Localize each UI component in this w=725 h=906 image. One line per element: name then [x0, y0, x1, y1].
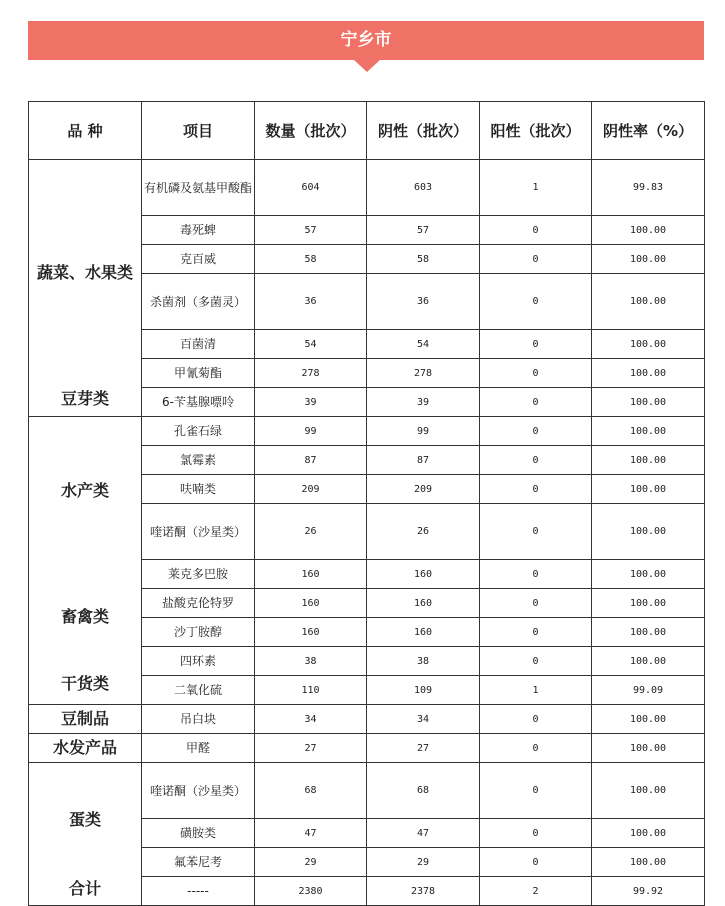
inspection-table	[28, 101, 705, 906]
qty-cell: 54	[255, 330, 367, 359]
neg-cell: 603	[367, 160, 480, 216]
rate-cell: 100.00	[592, 589, 705, 618]
item-cell: 孔雀石绿	[142, 417, 255, 446]
item-cell: 喹诺酮（沙星类）	[142, 763, 255, 819]
rate-cell: 100.00	[592, 734, 705, 763]
pos-cell: 0	[480, 647, 592, 676]
pos-cell: 0	[480, 446, 592, 475]
item-cell: 莱克多巴胺	[142, 560, 255, 589]
item-cell: 四环素	[142, 647, 255, 676]
header-row	[29, 102, 705, 160]
neg-cell: 57	[367, 216, 480, 245]
rate-cell: 100.00	[592, 245, 705, 274]
rate-cell: 100.00	[592, 274, 705, 330]
neg-cell: 109	[367, 676, 480, 705]
pos-cell: 0	[480, 705, 592, 734]
pos-cell: 0	[480, 475, 592, 504]
category-total: 合计	[68, 878, 101, 898]
pos-cell: 0	[480, 417, 592, 446]
neg-cell: 27	[367, 734, 480, 763]
qty-cell: 47	[255, 819, 367, 848]
qty-cell: 110	[255, 676, 367, 705]
item-cell: 喹诺酮（沙星类）	[142, 504, 255, 560]
pos-cell: 2	[480, 877, 592, 906]
neg-cell: 160	[367, 618, 480, 647]
category-soy: 豆制品	[29, 705, 142, 734]
qty-cell: 34	[255, 705, 367, 734]
header-negative-rate: 阴性率（%）	[592, 102, 705, 160]
neg-cell: 87	[367, 446, 480, 475]
qty-cell: 160	[255, 560, 367, 589]
pos-cell: 0	[480, 763, 592, 819]
table-row	[29, 417, 705, 446]
rate-cell: 100.00	[592, 216, 705, 245]
rate-cell: 100.00	[592, 819, 705, 848]
qty-cell: 38	[255, 647, 367, 676]
rate-cell: 99.09	[592, 676, 705, 705]
pos-cell: 0	[480, 504, 592, 560]
table-row	[29, 734, 705, 763]
rate-cell: 100.00	[592, 848, 705, 877]
item-cell: 磺胺类	[142, 819, 255, 848]
pos-cell: 0	[480, 560, 592, 589]
qty-cell: 160	[255, 618, 367, 647]
category-aquatic: 水产类	[60, 481, 109, 500]
neg-cell: 209	[367, 475, 480, 504]
pos-cell: 0	[480, 359, 592, 388]
pos-cell: 0	[480, 216, 592, 245]
category-cell-veg-sprouts	[29, 160, 142, 417]
neg-cell: 68	[367, 763, 480, 819]
item-cell: 克百威	[142, 245, 255, 274]
qty-cell: 27	[255, 734, 367, 763]
rate-cell: 100.00	[592, 618, 705, 647]
qty-cell: 209	[255, 475, 367, 504]
item-cell: 氯霉素	[142, 446, 255, 475]
header-category: 品 种	[29, 102, 142, 160]
category-veg: 蔬菜、水果类	[36, 263, 133, 282]
neg-cell: 160	[367, 589, 480, 618]
pos-cell: 1	[480, 160, 592, 216]
qty-cell: 58	[255, 245, 367, 274]
pos-cell: 0	[480, 589, 592, 618]
category-bean-sprouts: 豆芽类	[60, 388, 109, 408]
qty-cell: 99	[255, 417, 367, 446]
neg-cell: 99	[367, 417, 480, 446]
qty-cell: 160	[255, 589, 367, 618]
rate-cell: 100.00	[592, 705, 705, 734]
pos-cell: 0	[480, 618, 592, 647]
qty-cell: 68	[255, 763, 367, 819]
neg-cell: 39	[367, 388, 480, 417]
category-dry: 干货类	[60, 674, 109, 693]
category-cell-aquatic-poultry-dry	[29, 417, 142, 705]
item-cell: 杀菌剂（多菌灵）	[142, 274, 255, 330]
item-cell: 毒死蜱	[142, 216, 255, 245]
item-cell: 百菌清	[142, 330, 255, 359]
neg-cell: 26	[367, 504, 480, 560]
neg-cell: 29	[367, 848, 480, 877]
category-cell-eggs-total	[29, 763, 142, 906]
item-cell: 盐酸克伦特罗	[142, 589, 255, 618]
qty-cell: 57	[255, 216, 367, 245]
table-row	[29, 763, 705, 819]
rate-cell: 100.00	[592, 647, 705, 676]
category-poultry: 畜禽类	[60, 607, 109, 626]
rate-cell: 100.00	[592, 504, 705, 560]
qty-cell: 2380	[255, 877, 367, 906]
category-hydrated: 水发产品	[29, 734, 142, 763]
rate-cell: 100.00	[592, 763, 705, 819]
qty-cell: 26	[255, 504, 367, 560]
pos-cell: 0	[480, 734, 592, 763]
qty-cell: 87	[255, 446, 367, 475]
neg-cell: 160	[367, 560, 480, 589]
neg-cell: 38	[367, 647, 480, 676]
header-negative: 阴性（批次）	[367, 102, 480, 160]
rate-cell: 100.00	[592, 388, 705, 417]
page-title: 宁乡市	[340, 30, 392, 50]
category-eggs: 蛋类	[68, 809, 101, 829]
rate-cell: 100.00	[592, 359, 705, 388]
rate-cell: 99.92	[592, 877, 705, 906]
item-cell: 沙丁胺醇	[142, 618, 255, 647]
pos-cell: 0	[480, 819, 592, 848]
header-quantity: 数量（批次）	[255, 102, 367, 160]
qty-cell: 29	[255, 848, 367, 877]
pos-cell: 1	[480, 676, 592, 705]
rate-cell: 99.83	[592, 160, 705, 216]
neg-cell: 278	[367, 359, 480, 388]
pos-cell: 0	[480, 848, 592, 877]
rate-cell: 100.00	[592, 330, 705, 359]
banner-arrow	[354, 60, 380, 72]
neg-cell: 36	[367, 274, 480, 330]
item-cell: 吊白块	[142, 705, 255, 734]
qty-cell: 39	[255, 388, 367, 417]
item-cell: -----	[142, 877, 255, 906]
item-cell: 二氧化硫	[142, 676, 255, 705]
qty-cell: 604	[255, 160, 367, 216]
qty-cell: 36	[255, 274, 367, 330]
rate-cell: 100.00	[592, 475, 705, 504]
pos-cell: 0	[480, 274, 592, 330]
neg-cell: 58	[367, 245, 480, 274]
item-cell: 甲醛	[142, 734, 255, 763]
item-cell: 呋喃类	[142, 475, 255, 504]
neg-cell: 2378	[367, 877, 480, 906]
item-cell: 6-苄基腺嘌呤	[142, 388, 255, 417]
pos-cell: 0	[480, 245, 592, 274]
rate-cell: 100.00	[592, 417, 705, 446]
qty-cell: 278	[255, 359, 367, 388]
table-row	[29, 160, 705, 216]
rate-cell: 100.00	[592, 446, 705, 475]
pos-cell: 0	[480, 388, 592, 417]
item-cell: 甲氰菊酯	[142, 359, 255, 388]
table-row	[29, 705, 705, 734]
pos-cell: 0	[480, 330, 592, 359]
item-cell: 氟苯尼考	[142, 848, 255, 877]
neg-cell: 47	[367, 819, 480, 848]
rate-cell: 100.00	[592, 560, 705, 589]
page-title-banner	[28, 21, 704, 60]
neg-cell: 34	[367, 705, 480, 734]
header-positive: 阳性（批次）	[480, 102, 592, 160]
header-item: 项目	[142, 102, 255, 160]
neg-cell: 54	[367, 330, 480, 359]
item-cell: 有机磷及氨基甲酸酯	[142, 160, 255, 216]
